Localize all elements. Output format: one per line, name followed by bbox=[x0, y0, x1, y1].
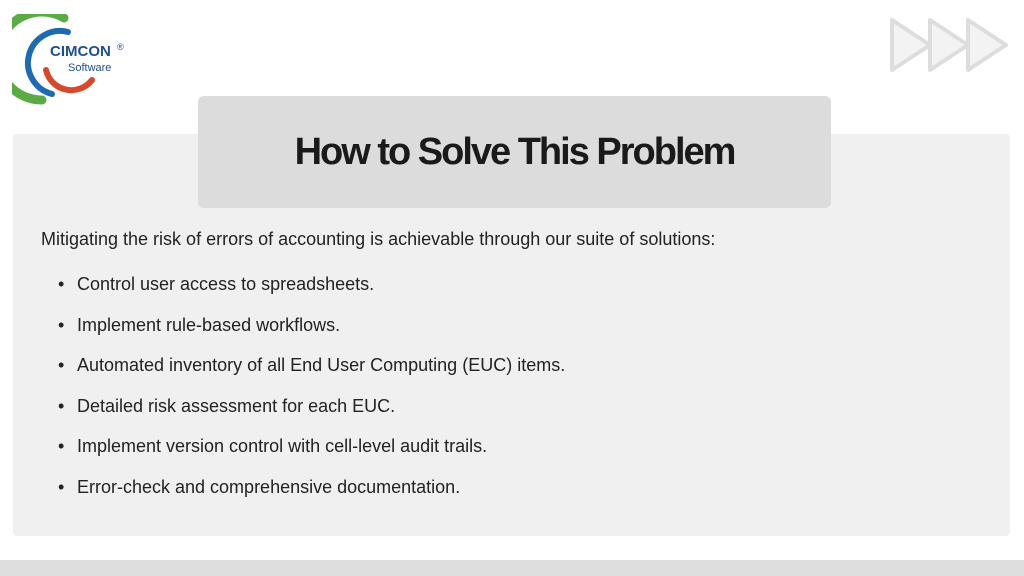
list-item-text: Automated inventory of all End User Computing (EUC) items. bbox=[77, 355, 566, 376]
logo-mark bbox=[12, 14, 132, 106]
bullet-marker: • bbox=[58, 395, 65, 416]
bullet-marker: • bbox=[58, 314, 65, 335]
solutions-list bbox=[58, 273, 565, 517]
bullet-marker: • bbox=[58, 436, 65, 457]
cimcon-logo bbox=[12, 14, 132, 106]
list-item bbox=[58, 314, 565, 355]
logo-brand-text: CIMCON bbox=[50, 43, 111, 60]
intro-text: Mitigating the risk of errors of accounting is achievable through our suite of solutions: bbox=[41, 229, 716, 249]
bullet-marker: • bbox=[58, 355, 65, 376]
footer-bar bbox=[0, 560, 1024, 576]
title-box bbox=[198, 96, 831, 208]
list-item bbox=[58, 435, 565, 476]
list-item-text: Implement version control with cell-level audit trails. bbox=[77, 436, 488, 457]
list-item bbox=[58, 476, 565, 517]
list-item-text: Control user access to spreadsheets. bbox=[77, 274, 375, 294]
list-item-text: Detailed risk assessment for each EUC. bbox=[77, 395, 396, 416]
list-item bbox=[58, 273, 565, 314]
bullet-marker: • bbox=[58, 274, 65, 294]
list-item-text: Error-check and comprehensive documentation. bbox=[77, 476, 461, 497]
list-item-text: Implement rule-based workflows. bbox=[77, 314, 341, 335]
list-item bbox=[58, 395, 565, 436]
bullet-marker: • bbox=[58, 476, 65, 497]
logo-registered-mark: ® bbox=[117, 42, 124, 52]
list-item bbox=[58, 354, 565, 395]
page-title: How to Solve This Problem bbox=[294, 130, 735, 173]
logo-subtitle-text: Software bbox=[68, 62, 112, 74]
triple-chevron-right-icon bbox=[888, 16, 1010, 74]
